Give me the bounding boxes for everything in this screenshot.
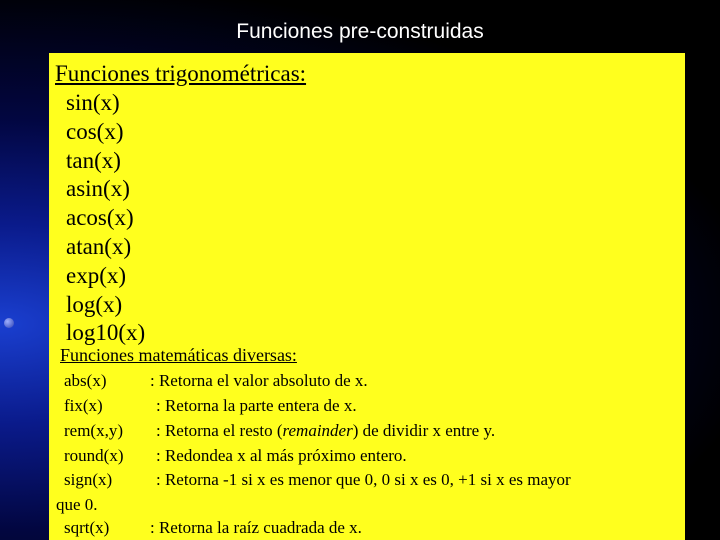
- list-item: log10(x): [66, 320, 146, 346]
- list-item: asin(x): [66, 176, 130, 202]
- list-item: cos(x): [66, 118, 124, 144]
- function-name: abs(x): [64, 371, 107, 390]
- description-text: ) de dividir x entre y.: [352, 421, 496, 440]
- function-name: fix(x): [64, 396, 103, 415]
- misc-heading: Funciones matemáticas diversas:: [60, 345, 297, 365]
- function-name: round(x): [64, 446, 124, 465]
- function-name: sqrt(x): [64, 518, 110, 537]
- trig-heading: Funciones trigonométricas:: [55, 61, 307, 86]
- content-panel: [49, 53, 685, 540]
- function-description: : Retorna -1 si x es menor que 0, 0 si x es 0, +1 si x es mayor: [156, 470, 571, 489]
- list-item: exp(x): [66, 262, 127, 288]
- function-description: : Retorna la raíz cuadrada de x.: [150, 518, 362, 537]
- trig-function-list: [66, 89, 145, 348]
- function-description: : Redondea x al más próximo entero.: [156, 446, 407, 465]
- function-name: rem(x,y): [64, 421, 124, 440]
- function-description: : Retorna el valor absoluto de x.: [150, 371, 368, 390]
- list-item: log(x): [66, 291, 123, 317]
- list-item: tan(x): [66, 147, 121, 173]
- function-description: : Retorna la parte entera de x.: [156, 396, 357, 415]
- description-emphasis: remainder: [282, 421, 353, 440]
- function-name: sign(x): [64, 470, 113, 489]
- bullet-dot-icon: [4, 318, 14, 328]
- slide-title: Funciones pre-construidas: [236, 20, 484, 43]
- function-description: [156, 421, 495, 441]
- description-text: : Retorna el resto (: [156, 421, 283, 440]
- description-continuation: que 0.: [56, 495, 98, 514]
- list-item: acos(x): [66, 205, 134, 231]
- list-item: sin(x): [66, 90, 120, 115]
- list-item: atan(x): [66, 233, 132, 259]
